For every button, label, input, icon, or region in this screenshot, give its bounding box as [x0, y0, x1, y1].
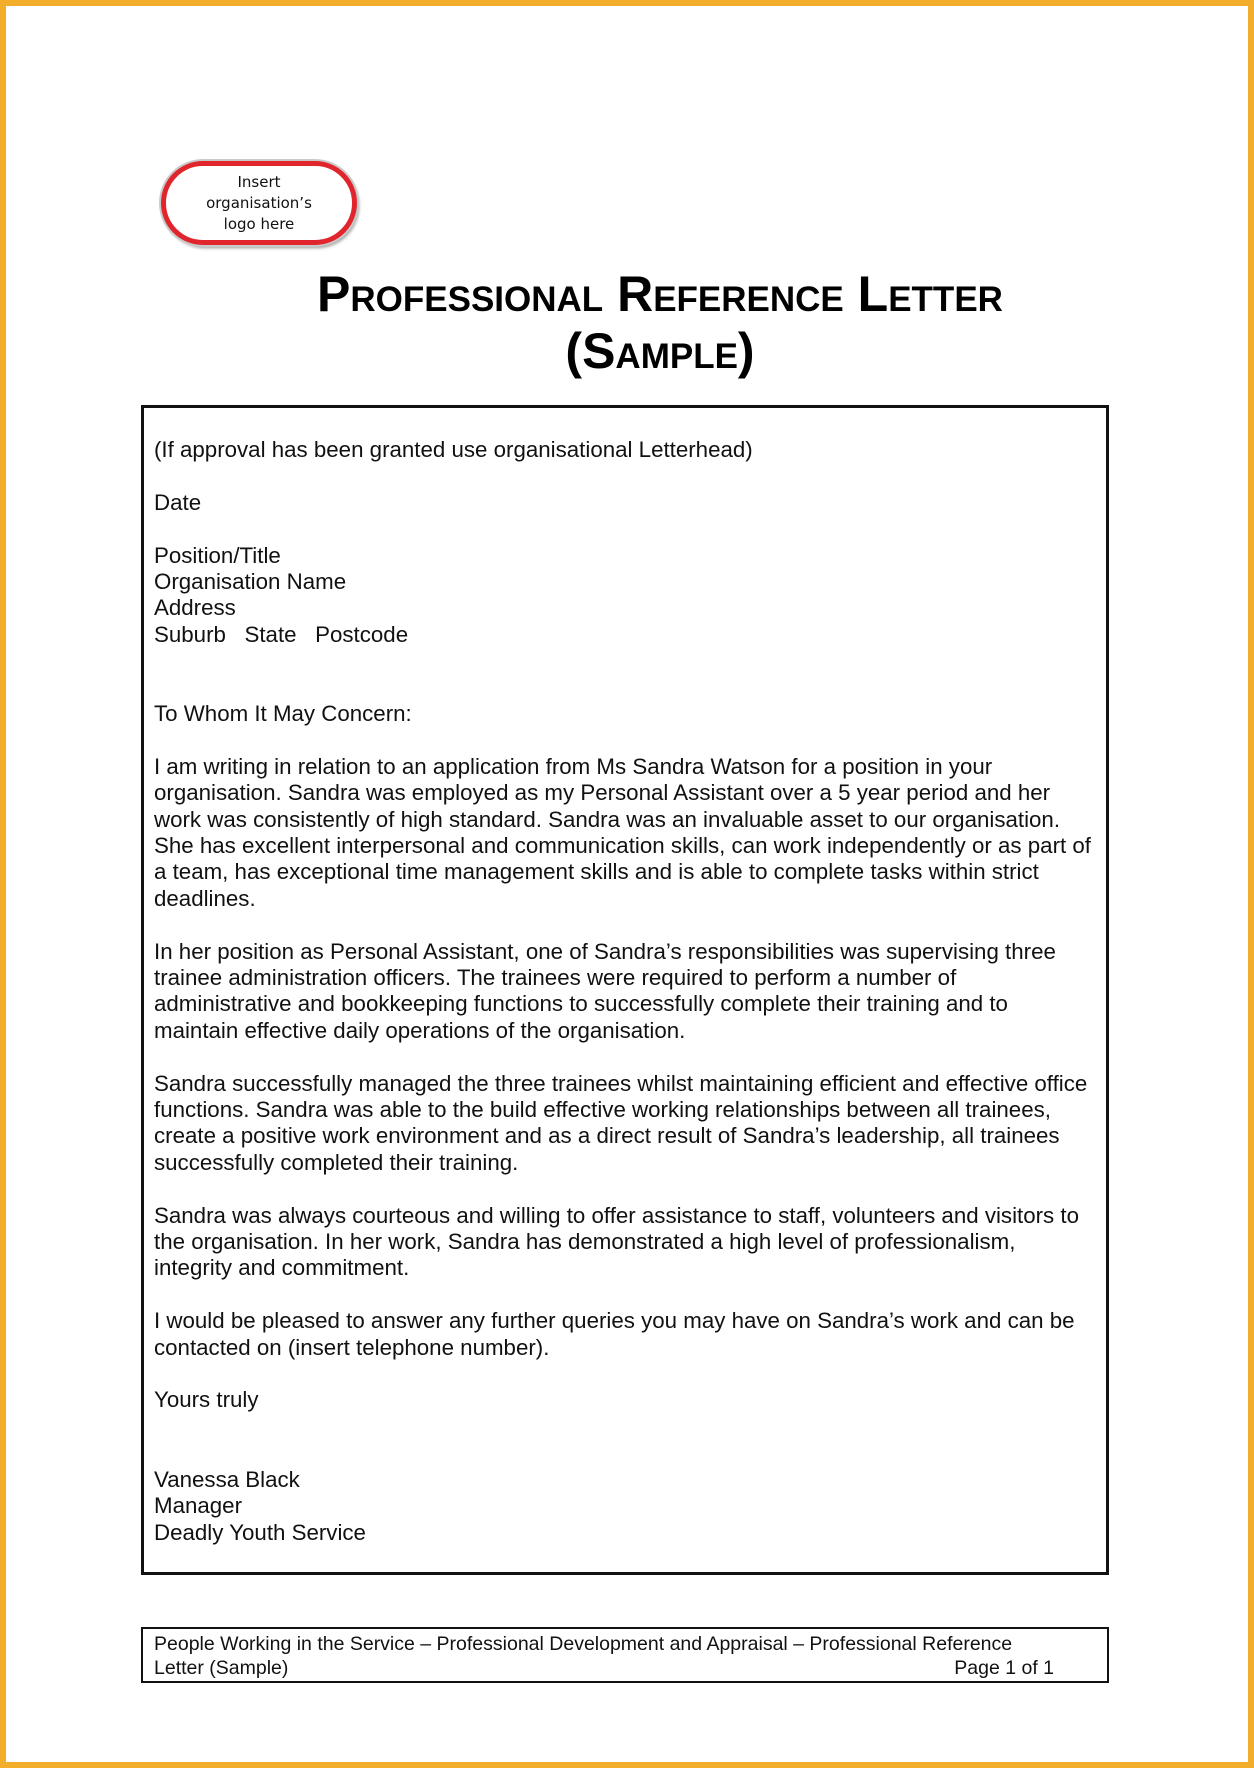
recipient-block — [154, 543, 1094, 649]
page-number: Page 1 of 1 — [954, 1657, 1054, 1679]
recipient-suburb-state-postcode: Suburb State Postcode — [154, 621, 409, 647]
footer-line-2-row — [154, 1656, 1054, 1680]
page-title — [200, 266, 1120, 380]
body-paragraph: I am writing in relation to an application from Ms Sandra Watson for a position in your organisation. Sandra was employed as my Personal Assistant over a 5 year period and her work was consistently of high standard. Sandra was an invaluable asset to our organisation. She has excellent interpersonal and communication skills, can work independently or as part of a team, has exceptional time management skills and is able to complete tasks within strict deadlines. — [154, 753, 1091, 911]
body-paragraph: Sandra was always courteous and willing to offer assistance to staff, volunteers and visitors to the organisation. In her work, Sandra has demonstrated a high level of professionalism, integrity and commitment. — [154, 1202, 1079, 1281]
recipient-position: Position/Title — [154, 542, 281, 568]
signature-block — [154, 1467, 1094, 1546]
body-paragraph: I would be pleased to answer any further queries you may have on Sandra’s work and can be contacted on (insert telephone number). — [154, 1308, 1075, 1360]
title-line-sample: (Sample) — [565, 323, 755, 379]
signatory-name: Vanessa Black — [154, 1466, 300, 1492]
recipient-organisation: Organisation Name — [154, 569, 347, 594]
signatory-organisation: Deadly Youth Service — [154, 1519, 366, 1545]
body-paragraph: Sandra successfully managed the three trainees whilst maintaining efficient and effective office functions. Sandra was able to the build effective working relationships between all trainees, create a positive work environment and as a direct result of Sandra’s leadership, all trainees successfully completed their training. — [154, 1070, 1088, 1175]
body-paragraph: In her position as Personal Assistant, one of Sandra’s responsibilities was supervising three trainee administration officers. The trainees were required to perform a number of administrative and bookkeeping functions to successfully complete their training and to maintain effective daily operations of the organisation. — [154, 938, 1056, 1043]
footer — [154, 1632, 1094, 1680]
closing: Yours truly — [154, 1387, 259, 1413]
signatory-role: Manager — [154, 1493, 243, 1519]
letterhead-note: (If approval has been granted use organisational Letterhead) — [154, 437, 753, 462]
title-line-main: Professional Reference Letter — [317, 266, 1003, 322]
logo-placeholder: Insert organisation’s logo here — [161, 161, 357, 245]
date-line: Date — [154, 489, 202, 515]
footer-line-1: People Working in the Service – Professional Development and Appraisal – Professional Reference — [154, 1633, 1013, 1655]
salutation: To Whom It May Concern: — [154, 701, 412, 727]
footer-line-2: Letter (Sample) — [154, 1657, 289, 1679]
recipient-address: Address — [154, 595, 236, 621]
letter-body — [154, 437, 1094, 1546]
